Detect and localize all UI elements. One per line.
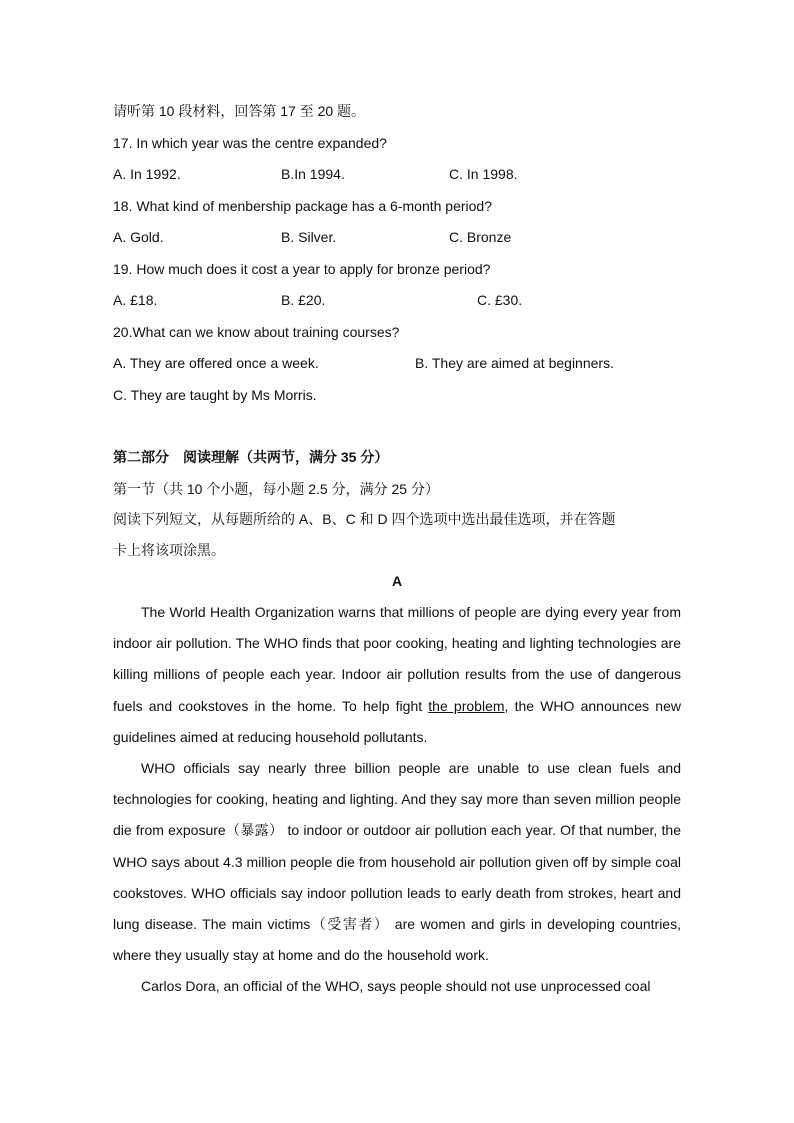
options-17 [113, 159, 681, 191]
option-b: B. They are aimed at beginners. [415, 355, 614, 371]
paragraph-text: The World Health Organization warns that millions of people are dying every year from indoor air pollution. The WHO finds that poor cooking, heating and lighting technologies are killing millions of people each year. Indoor air pollution results from the use of dangerous fuels and cookstoves in the home. To help fight [113, 604, 681, 714]
question-19: 19. How much does it cost a year to apply for bronze period? [113, 260, 491, 277]
spacer [113, 411, 681, 442]
option-a: A. In 1992. [113, 166, 181, 182]
option-a: A. They are offered once a week. [113, 355, 319, 371]
option-20-c: C. They are taught by Ms Morris. [113, 386, 317, 403]
passage-paragraph-2: WHO officials say nearly three billion people are unable to use clean fuels and technologies for cooking, heating and lighting. And they say more than seven million people die from exposure（暴露） to indoor or outdoor air pollution each year. Of that number, the WHO says about 4.3 million people die from household air pollution given off by simple coal cookstoves. WHO officials say indoor pollution leads to early death from strokes, heart and lung disease. The main victims（受害者） are women and girls in developing countries, where they usually stay at home and do the household work. [113, 760, 681, 964]
passage-label: A [391, 572, 403, 589]
option-c: C. £30. [477, 292, 523, 308]
instruction-line-1: 阅读下列短文，从每题所给的 A、B、C 和 D 四个选项中选出最佳选项，并在答题 [113, 510, 616, 527]
option-c: C. Bronze [449, 229, 512, 245]
question-17: 17. In which year was the centre expanded? [113, 134, 387, 151]
instruction-line-2: 卡上将该项涂黑。 [113, 541, 225, 558]
option-b: B.In 1994. [281, 166, 345, 182]
options-20 [113, 348, 681, 380]
option-b: B. Silver. [281, 229, 337, 245]
passage-paragraph-3: Carlos Dora, an official of the WHO, says people should not use unprocessed coal [141, 978, 651, 995]
option-b: B. £20. [281, 292, 326, 308]
listening-intro: 请听第 10 段材料，回答第 17 至 20 题。 [113, 103, 366, 119]
option-c: C. In 1998. [449, 166, 518, 182]
passage-paragraph-1 [113, 597, 681, 753]
option-a: A. Gold. [113, 229, 164, 245]
question-20: 20.What can we know about training courses? [113, 323, 400, 340]
underlined-phrase: the problem [428, 697, 505, 714]
paragraph-text: , the WHO announces new guidelines aimed at reducing household pollutants. [113, 697, 681, 745]
options-18 [113, 222, 681, 254]
option-a: A. £18. [113, 292, 158, 308]
section-title: 第一节（共 10 个小题，每小题 2.5 分，满分 25 分） [113, 480, 439, 497]
options-19 [113, 285, 681, 317]
part2-title: 第二部分 阅读理解（共两节，满分 35 分） [113, 449, 389, 465]
question-18: 18. What kind of menbership package has a 6-month period? [113, 197, 493, 214]
exam-page [113, 96, 681, 1003]
